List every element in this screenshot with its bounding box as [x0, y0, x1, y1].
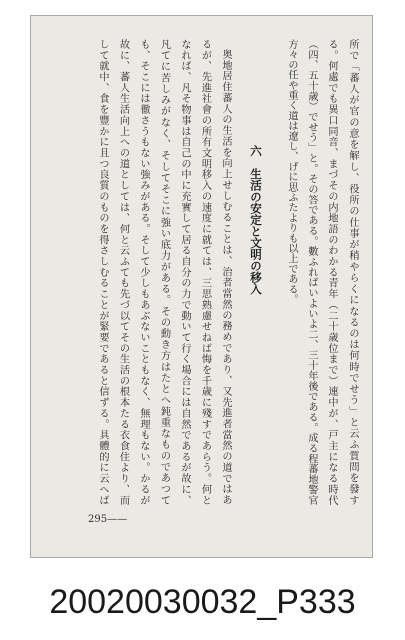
image-caption: 20020030032_P333: [49, 583, 356, 621]
text-line: るが、先進社會の所有文明移入の速度に就ては、三思熟慮せねば悔を千歳に殘すであらう。何と: [199, 39, 211, 505]
text-line: なれば、凡そ物事は自己の中に充實して居る自分の力で動いて行く場合には自然であるが故に、: [179, 39, 190, 505]
text-line: して就中、食を豐かに且つ良質のものを得さしむることが緊要であると信ずる。具體的に云へば: [97, 39, 108, 505]
text-line: も、そこには徹さうもない強みがある。そして少しもあぶないこともなく、無理もない。かるが: [138, 39, 149, 505]
text-line: 奥地居住蕃人の生活を向上せしむることは、治者當然の務めであり、又先進者當然の道ではあ: [220, 49, 231, 505]
page-number: 295——: [88, 514, 128, 525]
text-line: 所で「蕃人が官の意を解し、役所の仕事が稍やらくになるのは何時でせう」と云ふ質問を發す: [347, 39, 358, 505]
text-line: （四、五十歳）でせう」と。その答である。數ふればいよいよ二、三十年後である。成る程蕃地警官: [306, 39, 317, 505]
section-heading: 六 生活の安定と文明の移入: [249, 145, 263, 295]
text-line: る。何處でも異口同音、まづその内地語のわかる青年（二十歳位まで）連中が、戸主になる時代: [326, 39, 337, 505]
text-line: 凡てに苦しみがなく、そしてそこに強い底力がある。その動き方はたとへ鈍重なものであつて: [158, 39, 170, 505]
text-line: 故に、蕃人生活向上への道としては、何と云ふても先づ以てその生活の根本たる衣食住より、而: [117, 39, 129, 505]
text-line: 方々の任や重く道は遼し、げに思ふたよりも以上である。: [286, 39, 297, 305]
book-page: [30, 15, 373, 558]
